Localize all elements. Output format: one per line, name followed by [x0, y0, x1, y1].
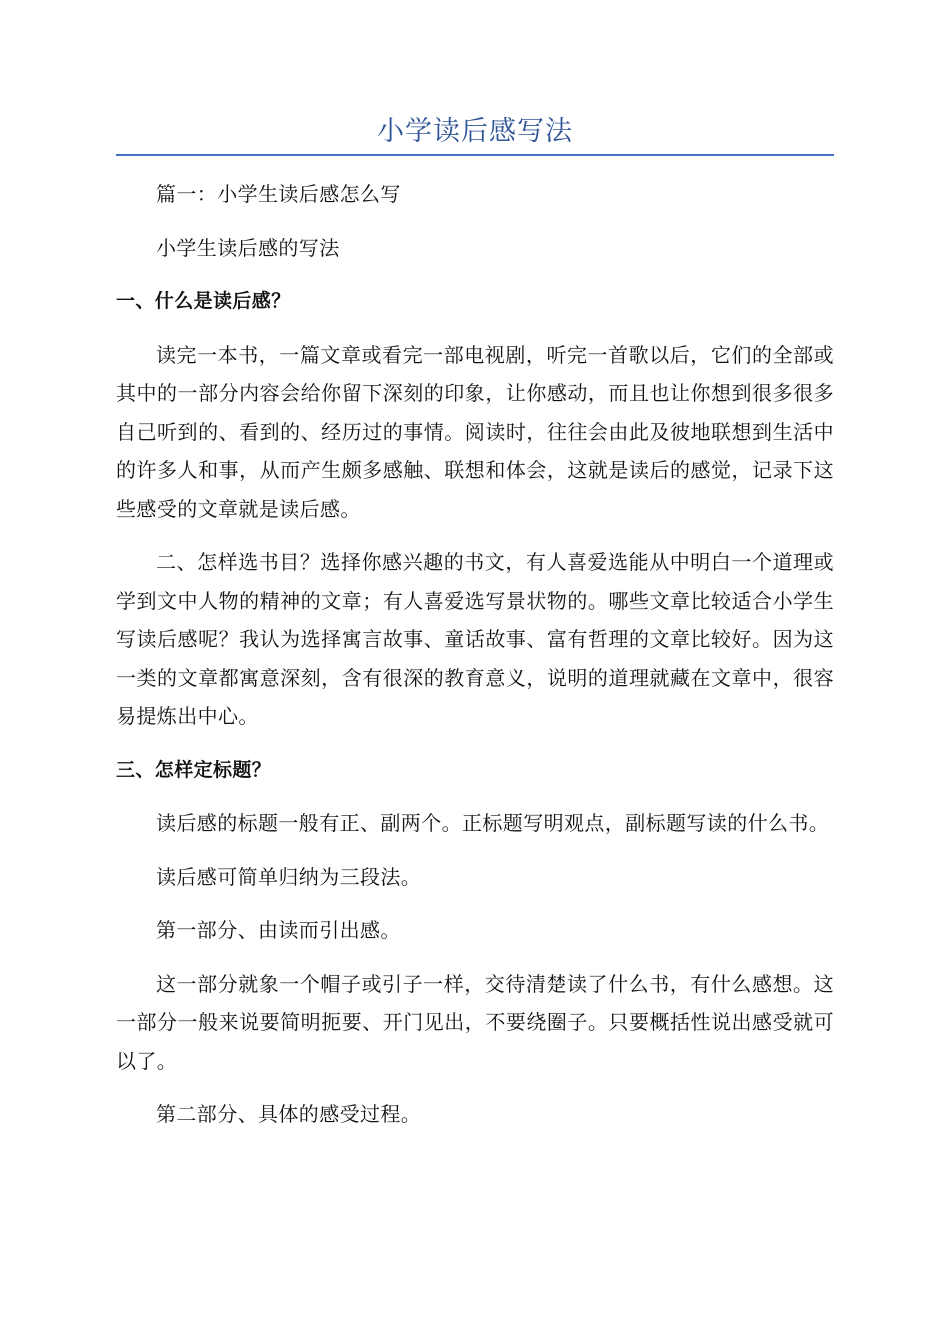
paragraph: 读后感的标题一般有正、副两个。正标题写明观点，副标题写读的什么书。	[156, 811, 830, 835]
section-heading: 一、什么是读后感？	[116, 290, 291, 312]
paragraph: 读完一本书，一篇文章或看完一部电视剧，听完一首歌以后，它们的全部或其中的一部分内容会给你留下深刻的印象，让你感动，而且也让你想到很多很多自己听到的、看到的、经历过的事情。阅读时，往往会由此及彼地联想到生活中的许多人和事，从而产生颇多感触、联想和体会，这就是读后的感觉，记录下这些感受的文章就是读后感。	[116, 342, 834, 521]
paragraph: 读后感可简单归纳为三段法。	[156, 864, 422, 889]
paragraph: 第二部分、具体的感受过程。	[156, 1102, 422, 1126]
title-underline	[116, 154, 834, 156]
document-body	[116, 175, 834, 1134]
paragraph: 第一部分、由读而引出感。	[156, 918, 401, 942]
document-title: 小学读后感写法	[377, 116, 573, 147]
paragraph: 二、怎样选书目？选择你感兴趣的书文，有人喜爱选能从中明白一个道理或学到文中人物的精神的文章；有人喜爱选写景状物的。哪些文章比较适合小学生写读后感呢？我认为选择寓言故事、童话故事、富有哲理的文章比较好。因为这一类的文章都寓意深刻，含有很深的教育意义，说明的道理就藏在文章中，很容易提炼出中心。	[116, 550, 834, 728]
paragraph: 这一部分就象一个帽子或引子一样，交待清楚读了什么书，有什么感想。这一部分一般来说要简明扼要、开门见出，不要绕圈子。只要概括性说出感受就可以了。	[116, 971, 834, 1073]
section-heading: 三、怎样定标题？	[116, 758, 272, 781]
paragraph: 小学生读后感的写法	[156, 235, 340, 260]
paragraph: 篇一：小学生读后感怎么写	[156, 182, 401, 206]
